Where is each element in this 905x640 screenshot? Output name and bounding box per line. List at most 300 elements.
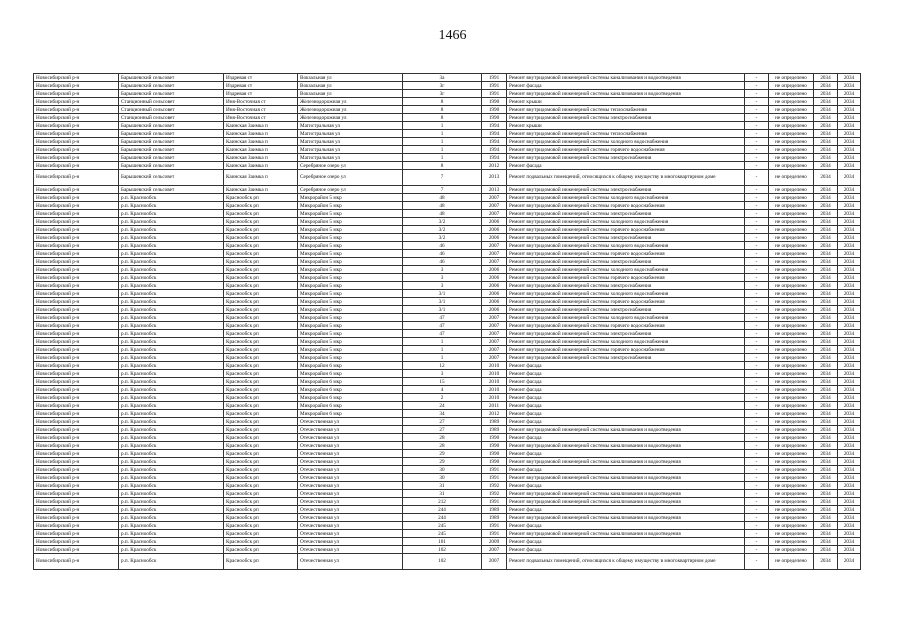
cell-year-from: 2034 — [814, 306, 838, 314]
table-row — [34, 242, 861, 250]
cell-year-from: 2034 — [814, 266, 838, 274]
cell-street: Отечественная ул — [298, 522, 403, 530]
cell-house: 12 — [403, 362, 482, 370]
cell-cost: не определено — [769, 410, 814, 418]
cell-street: Микрорайон 6 мкр — [298, 378, 403, 386]
cell-year-from: 2034 — [814, 242, 838, 250]
table-row — [34, 290, 861, 298]
cell-settlement: р.п. Краснообск — [119, 394, 224, 402]
cell-house: 24 — [403, 402, 482, 410]
cell-dash: - — [745, 378, 769, 386]
cell-work-type: Ремонт внутридомовой инженерной системы канализования и водоотведения — [507, 474, 745, 482]
cell-cost: не определено — [769, 442, 814, 450]
cell-settlement: р.п. Краснообск — [119, 266, 224, 274]
cell-locality: Краснообск рп — [224, 410, 298, 418]
cell-settlement: р.п. Краснообск — [119, 378, 224, 386]
cell-locality: Иня-Восточная ст — [224, 98, 298, 106]
cell-settlement: р.п. Краснообск — [119, 338, 224, 346]
cell-year: 2007 — [482, 554, 507, 570]
cell-street: Железнодорожная ул — [298, 98, 403, 106]
cell-locality: Краснообск рп — [224, 370, 298, 378]
cell-year-from: 2034 — [814, 170, 838, 186]
cell-dash: - — [745, 330, 769, 338]
table-row — [34, 322, 861, 330]
cell-street: Отечественная ул — [298, 498, 403, 506]
cell-settlement: р.п. Краснообск — [119, 250, 224, 258]
cell-year-from: 2034 — [814, 514, 838, 522]
cell-house: 46 — [403, 242, 482, 250]
cell-settlement: р.п. Краснообск — [119, 458, 224, 466]
table-row — [34, 90, 861, 98]
cell-cost: не определено — [769, 122, 814, 130]
cell-dash: - — [745, 506, 769, 514]
cell-dash: - — [745, 306, 769, 314]
table-row — [34, 282, 861, 290]
cell-year: 1991 — [482, 498, 507, 506]
cell-work-type: Ремонт внутридомовой инженерной системы канализования и водоотведения — [507, 74, 745, 82]
cell-locality: Краснообск рп — [224, 474, 298, 482]
cell-dash: - — [745, 346, 769, 354]
cell-locality: Краснообск рп — [224, 322, 298, 330]
cell-locality: Краснообск рп — [224, 258, 298, 266]
cell-settlement: р.п. Краснообск — [119, 498, 224, 506]
cell-work-type: Ремонт внутридомовой инженерной системы канализования и водоотведения — [507, 490, 745, 498]
cell-settlement: Барышевский сельсовет — [119, 130, 224, 138]
cell-district: Новосибирский р-н — [34, 530, 119, 538]
cell-dash: - — [745, 554, 769, 570]
cell-work-type: Ремонт внутридомовой инженерной системы холодного водоснабжения — [507, 290, 745, 298]
cell-cost: не определено — [769, 338, 814, 346]
cell-street: Микрорайон 6 мкр — [298, 362, 403, 370]
cell-district: Новосибирский р-н — [34, 330, 119, 338]
table-row — [34, 298, 861, 306]
cell-year: 1990 — [482, 442, 507, 450]
cell-year-to: 2034 — [838, 370, 861, 378]
cell-house: 245 — [403, 522, 482, 530]
cell-settlement: р.п. Краснообск — [119, 450, 224, 458]
cell-locality: Краснообск рп — [224, 554, 298, 570]
cell-district: Новосибирский р-н — [34, 90, 119, 98]
cell-settlement: р.п. Краснообск — [119, 314, 224, 322]
cell-district: Новосибирский р-н — [34, 458, 119, 466]
cell-work-type: Ремонт внутридомовой инженерной системы холодного водоснабжения — [507, 138, 745, 146]
cell-cost: не определено — [769, 130, 814, 138]
cell-year: 1992 — [482, 490, 507, 498]
table-row — [34, 138, 861, 146]
table-row — [34, 410, 861, 418]
cell-settlement: Барышевский сельсовет — [119, 162, 224, 170]
cell-year-to: 2034 — [838, 186, 861, 194]
cell-settlement: р.п. Краснообск — [119, 346, 224, 354]
table-row — [34, 146, 861, 154]
cell-year: 2011 — [482, 402, 507, 410]
cell-year-to: 2034 — [838, 314, 861, 322]
cell-year-to: 2034 — [838, 194, 861, 202]
cell-street: Микрорайон 6 мкр — [298, 394, 403, 402]
cell-street: Отечественная ул — [298, 426, 403, 434]
cell-locality: Краснообск рп — [224, 450, 298, 458]
cell-house: 27 — [403, 426, 482, 434]
cell-work-type: Ремонт внутридомовой инженерной системы канализования и водоотведения — [507, 442, 745, 450]
cell-year: 2013 — [482, 186, 507, 194]
cell-year: 1990 — [482, 98, 507, 106]
cell-year-to: 2034 — [838, 522, 861, 530]
cell-cost: не определено — [769, 234, 814, 242]
table-row — [34, 250, 861, 258]
cell-district: Новосибирский р-н — [34, 442, 119, 450]
table-row — [34, 506, 861, 514]
cell-year-to: 2034 — [838, 114, 861, 122]
cell-year-from: 2034 — [814, 522, 838, 530]
cell-dash: - — [745, 130, 769, 138]
cell-settlement: р.п. Краснообск — [119, 410, 224, 418]
cell-year-to: 2034 — [838, 274, 861, 282]
cell-year: 1991 — [482, 82, 507, 90]
cell-settlement: р.п. Краснообск — [119, 210, 224, 218]
cell-work-type: Ремонт внутридомовой инженерной системы теплоснабжения — [507, 130, 745, 138]
cell-cost: не определено — [769, 170, 814, 186]
cell-locality: Краснообск рп — [224, 338, 298, 346]
table-row — [34, 98, 861, 106]
cell-dash: - — [745, 266, 769, 274]
cell-cost: не определено — [769, 450, 814, 458]
cell-year: 2010 — [482, 362, 507, 370]
cell-year: 1991 — [482, 474, 507, 482]
cell-year-to: 2034 — [838, 90, 861, 98]
cell-house: 47 — [403, 330, 482, 338]
cell-street: Микрорайон 5 мкр — [298, 354, 403, 362]
cell-work-type: Ремонт внутридомовой инженерной системы канализования и водоотведения — [507, 530, 745, 538]
cell-year-from: 2034 — [814, 426, 838, 434]
cell-street: Микрорайон 5 мкр — [298, 266, 403, 274]
cell-year-from: 2034 — [814, 98, 838, 106]
cell-dash: - — [745, 546, 769, 554]
cell-year: 2007 — [482, 242, 507, 250]
cell-dash: - — [745, 498, 769, 506]
cell-locality: Каинская Заимка п — [224, 138, 298, 146]
cell-year: 2006 — [482, 282, 507, 290]
cell-district: Новосибирский р-н — [34, 226, 119, 234]
cell-settlement: р.п. Краснообск — [119, 274, 224, 282]
cell-year-from: 2034 — [814, 418, 838, 426]
cell-dash: - — [745, 218, 769, 226]
cell-cost: не определено — [769, 466, 814, 474]
cell-year-from: 2034 — [814, 162, 838, 170]
cell-work-type: Ремонт внутридомовой инженерной системы горячего водоснабжения — [507, 202, 745, 210]
cell-street: Отечественная ул — [298, 418, 403, 426]
cell-district: Новосибирский р-н — [34, 106, 119, 114]
cell-dash: - — [745, 530, 769, 538]
cell-year-from: 2034 — [814, 154, 838, 162]
cell-house: 3 — [403, 370, 482, 378]
cell-year: 2010 — [482, 370, 507, 378]
cell-year-from: 2034 — [814, 234, 838, 242]
cell-district: Новосибирский р-н — [34, 314, 119, 322]
cell-district: Новосибирский р-н — [34, 218, 119, 226]
cell-locality: Краснообск рп — [224, 522, 298, 530]
cell-year-to: 2034 — [838, 330, 861, 338]
cell-street: Микрорайон 5 мкр — [298, 242, 403, 250]
cell-year: 2013 — [482, 170, 507, 186]
cell-year-to: 2034 — [838, 506, 861, 514]
cell-settlement: Барышевский сельсовет — [119, 138, 224, 146]
cell-settlement: р.п. Краснообск — [119, 354, 224, 362]
cell-cost: не определено — [769, 370, 814, 378]
cell-work-type: Ремонт фасада — [507, 466, 745, 474]
table-row — [34, 74, 861, 82]
cell-street: Микрорайон 5 мкр — [298, 258, 403, 266]
cell-district: Новосибирский р-н — [34, 354, 119, 362]
cell-locality: Краснообск рп — [224, 274, 298, 282]
cell-district: Новосибирский р-н — [34, 234, 119, 242]
table-row — [34, 106, 861, 114]
cell-year-from: 2034 — [814, 530, 838, 538]
cell-locality: Краснообск рп — [224, 290, 298, 298]
cell-settlement: р.п. Краснообск — [119, 258, 224, 266]
cell-year-from: 2034 — [814, 258, 838, 266]
cell-dash: - — [745, 122, 769, 130]
cell-dash: - — [745, 514, 769, 522]
cell-dash: - — [745, 186, 769, 194]
cell-year-to: 2034 — [838, 170, 861, 186]
cell-year: 2012 — [482, 162, 507, 170]
cell-street: Микрорайон 5 мкр — [298, 250, 403, 258]
cell-locality: Краснообск рп — [224, 298, 298, 306]
cell-locality: Краснообск рп — [224, 226, 298, 234]
cell-year-from: 2034 — [814, 274, 838, 282]
cell-street: Серебряное озеро ул — [298, 186, 403, 194]
cell-street: Отечественная ул — [298, 554, 403, 570]
cell-settlement: р.п. Краснообск — [119, 426, 224, 434]
table-body — [34, 74, 861, 570]
cell-house: 3/2 — [403, 218, 482, 226]
cell-district: Новосибирский р-н — [34, 138, 119, 146]
cell-locality: Каинская Заимка п — [224, 170, 298, 186]
cell-year: 1994 — [482, 130, 507, 138]
cell-work-type: Ремонт крыши — [507, 98, 745, 106]
cell-district: Новосибирский р-н — [34, 154, 119, 162]
cell-cost: не определено — [769, 458, 814, 466]
cell-year-to: 2034 — [838, 82, 861, 90]
cell-year: 2006 — [482, 306, 507, 314]
cell-dash: - — [745, 210, 769, 218]
cell-street: Микрорайон 5 мкр — [298, 274, 403, 282]
cell-street: Магистральная ул — [298, 154, 403, 162]
cell-year-from: 2034 — [814, 82, 838, 90]
cell-year-to: 2034 — [838, 130, 861, 138]
cell-work-type: Ремонт внутридомовой инженерной системы горячего водоснабжения — [507, 322, 745, 330]
cell-cost: не определено — [769, 346, 814, 354]
cell-year: 2006 — [482, 274, 507, 282]
cell-work-type: Ремонт фасада — [507, 546, 745, 554]
cell-cost: не определено — [769, 98, 814, 106]
cell-dash: - — [745, 418, 769, 426]
cell-year: 2010 — [482, 386, 507, 394]
cell-settlement: Барышевский сельсовет — [119, 90, 224, 98]
cell-cost: не определено — [769, 242, 814, 250]
cell-district: Новосибирский р-н — [34, 290, 119, 298]
cell-year-from: 2034 — [814, 218, 838, 226]
cell-year: 1991 — [482, 90, 507, 98]
cell-street: Отечественная ул — [298, 514, 403, 522]
cell-year-from: 2034 — [814, 474, 838, 482]
cell-dash: - — [745, 250, 769, 258]
cell-year-to: 2034 — [838, 394, 861, 402]
cell-house: 1 — [403, 130, 482, 138]
cell-year-from: 2034 — [814, 106, 838, 114]
cell-year-to: 2034 — [838, 98, 861, 106]
cell-cost: не определено — [769, 394, 814, 402]
cell-year: 2007 — [482, 210, 507, 218]
cell-house: 8 — [403, 106, 482, 114]
cell-year-to: 2034 — [838, 458, 861, 466]
cell-cost: не определено — [769, 306, 814, 314]
cell-year-from: 2034 — [814, 354, 838, 362]
cell-work-type: Ремонт внутридомовой инженерной системы теплоснабжения — [507, 106, 745, 114]
cell-house: 1 — [403, 346, 482, 354]
cell-cost: не определено — [769, 530, 814, 538]
cell-district: Новосибирский р-н — [34, 450, 119, 458]
cell-dash: - — [745, 290, 769, 298]
cell-house: 27 — [403, 418, 482, 426]
cell-house: 3/1 — [403, 290, 482, 298]
cell-work-type: Ремонт фасада — [507, 370, 745, 378]
cell-year-to: 2034 — [838, 362, 861, 370]
cell-year: 1989 — [482, 426, 507, 434]
cell-work-type: Ремонт фасада — [507, 522, 745, 530]
cell-year-to: 2034 — [838, 122, 861, 130]
cell-work-type: Ремонт внутридомовой инженерной системы холодного водоснабжения — [507, 338, 745, 346]
cell-house: 31 — [403, 482, 482, 490]
cell-year-to: 2034 — [838, 354, 861, 362]
cell-locality: Краснообск рп — [224, 490, 298, 498]
table-row — [34, 370, 861, 378]
cell-year: 1994 — [482, 122, 507, 130]
cell-street: Отечественная ул — [298, 506, 403, 514]
cell-work-type: Ремонт внутридомовой инженерной системы холодного водоснабжения — [507, 194, 745, 202]
cell-work-type: Ремонт фасада — [507, 506, 745, 514]
cell-work-type: Ремонт внутридомовой инженерной системы холодного водоснабжения — [507, 314, 745, 322]
cell-locality: Краснообск рп — [224, 434, 298, 442]
cell-year-to: 2034 — [838, 546, 861, 554]
cell-year-to: 2034 — [838, 202, 861, 210]
cell-house: 101 — [403, 538, 482, 546]
cell-year-from: 2034 — [814, 338, 838, 346]
cell-district: Новосибирский р-н — [34, 194, 119, 202]
cell-year-to: 2034 — [838, 378, 861, 386]
cell-year: 1990 — [482, 434, 507, 442]
cell-year: 2007 — [482, 346, 507, 354]
cell-house: 1 — [403, 122, 482, 130]
table-row — [34, 154, 861, 162]
cell-locality: Каинская Заимка п — [224, 122, 298, 130]
cell-district: Новосибирский р-н — [34, 346, 119, 354]
cell-house: 3/1 — [403, 298, 482, 306]
table-row — [34, 226, 861, 234]
cell-settlement: Барышевский сельсовет — [119, 82, 224, 90]
cell-district: Новосибирский р-н — [34, 426, 119, 434]
cell-year-from: 2034 — [814, 74, 838, 82]
cell-year-to: 2034 — [838, 162, 861, 170]
cell-locality: Краснообск рп — [224, 402, 298, 410]
cell-settlement: р.п. Краснообск — [119, 290, 224, 298]
cell-locality: Краснообск рп — [224, 530, 298, 538]
cell-year: 2012 — [482, 410, 507, 418]
cell-dash: - — [745, 538, 769, 546]
cell-district: Новосибирский р-н — [34, 394, 119, 402]
cell-locality: Издревая ст — [224, 82, 298, 90]
cell-cost: не определено — [769, 314, 814, 322]
cell-cost: не определено — [769, 266, 814, 274]
cell-locality: Каинская Заимка п — [224, 146, 298, 154]
cell-dash: - — [745, 74, 769, 82]
cell-year-to: 2034 — [838, 306, 861, 314]
cell-house: 29 — [403, 450, 482, 458]
cell-district: Новосибирский р-н — [34, 186, 119, 194]
cell-year: 1994 — [482, 154, 507, 162]
cell-dash: - — [745, 234, 769, 242]
cell-work-type: Ремонт внутридомовой инженерной системы канализования и водоотведения — [507, 458, 745, 466]
cell-year-from: 2034 — [814, 386, 838, 394]
cell-locality: Краснообск рп — [224, 378, 298, 386]
cell-year-from: 2034 — [814, 282, 838, 290]
cell-year-from: 2034 — [814, 394, 838, 402]
cell-locality: Краснообск рп — [224, 418, 298, 426]
cell-year-from: 2034 — [814, 122, 838, 130]
cell-district: Новосибирский р-н — [34, 546, 119, 554]
cell-locality: Краснообск рп — [224, 210, 298, 218]
cell-year: 2007 — [482, 258, 507, 266]
cell-settlement: Барышевский сельсовет — [119, 154, 224, 162]
cell-district: Новосибирский р-н — [34, 338, 119, 346]
cell-year: 1991 — [482, 530, 507, 538]
cell-dash: - — [745, 522, 769, 530]
table-row — [34, 258, 861, 266]
cell-work-type: Ремонт внутридомовой инженерной системы электроснабжения — [507, 234, 745, 242]
cell-district: Новосибирский р-н — [34, 386, 119, 394]
cell-settlement: р.п. Краснообск — [119, 306, 224, 314]
table-row — [34, 458, 861, 466]
cell-house: 28 — [403, 442, 482, 450]
cell-dash: - — [745, 466, 769, 474]
cell-year-from: 2034 — [814, 466, 838, 474]
cell-year-from: 2034 — [814, 458, 838, 466]
cell-year: 2007 — [482, 202, 507, 210]
cell-district: Новосибирский р-н — [34, 250, 119, 258]
cell-locality: Краснообск рп — [224, 314, 298, 322]
cell-locality: Краснообск рп — [224, 234, 298, 242]
cell-street: Микрорайон 5 мкр — [298, 306, 403, 314]
cell-dash: - — [745, 82, 769, 90]
cell-district: Новосибирский р-н — [34, 202, 119, 210]
cell-work-type: Ремонт внутридомовой инженерной системы горячего водоснабжения — [507, 146, 745, 154]
cell-work-type: Ремонт фасада — [507, 394, 745, 402]
cell-locality: Краснообск рп — [224, 458, 298, 466]
cell-year: 2007 — [482, 546, 507, 554]
cell-house: 1 — [403, 146, 482, 154]
table-row — [34, 522, 861, 530]
cell-year-to: 2034 — [838, 258, 861, 266]
cell-dash: - — [745, 202, 769, 210]
cell-street: Серебряное озеро ул — [298, 170, 403, 186]
table-row — [34, 442, 861, 450]
cell-year-to: 2034 — [838, 402, 861, 410]
cell-work-type: Ремонт внутридомовой инженерной системы канализования и водоотведения — [507, 426, 745, 434]
cell-dash: - — [745, 450, 769, 458]
cell-district: Новосибирский р-н — [34, 162, 119, 170]
cell-street: Отечественная ул — [298, 450, 403, 458]
cell-work-type: Ремонт внутридомовой инженерной системы холодного водоснабжения — [507, 266, 745, 274]
